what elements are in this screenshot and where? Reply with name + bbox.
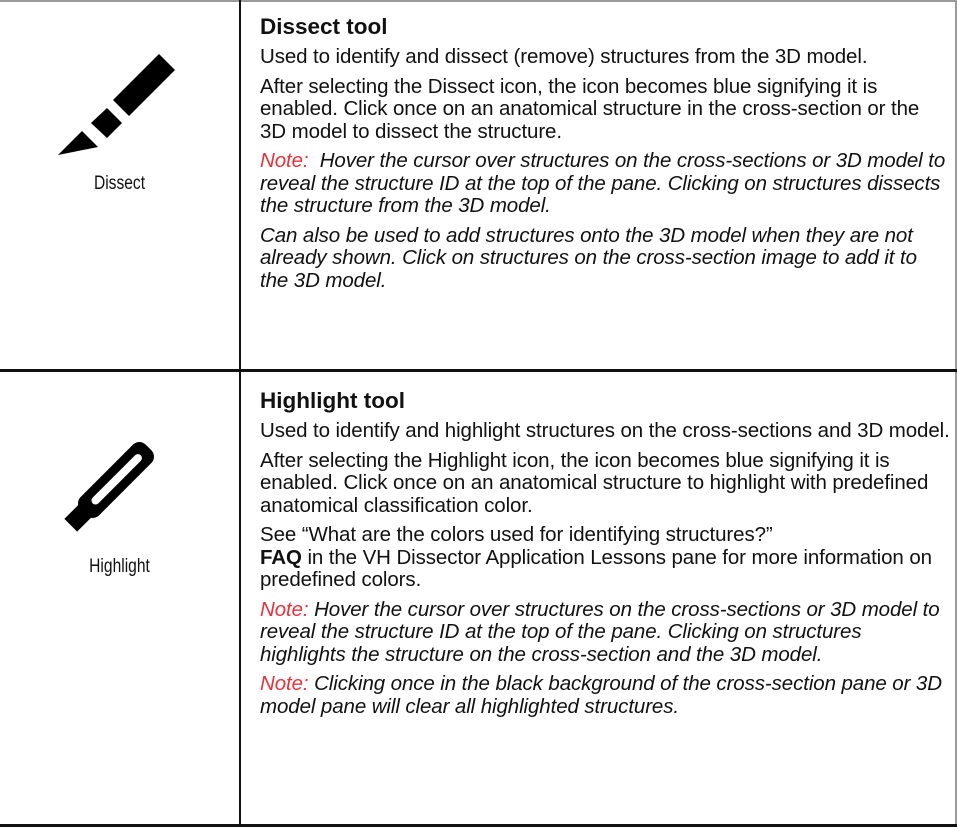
dissect-add-structures: Can also be used to add structures onto the 3D model when they are not already shown. Click on structures on the cross-section image to add it to the 3D model. (260, 223, 917, 292)
note-label: Note: (260, 672, 309, 695)
dissect-para-2: After selecting the Dissect icon, the icon becomes blue signifying it is enabled. Click once on an anatomical structure in the cross-section or the 3D model to dissect the structure. (260, 74, 920, 143)
column-divider (239, 0, 241, 827)
note-text: Hover the cursor over structures on the cross-sections or 3D model to reveal the structure ID at the top of the pane. Clicking on structures highlights the structure on the cross-section and the 3D model. (260, 597, 940, 666)
dissect-para-1: Used to identify and dissect (remove) structures from the 3D model. (260, 45, 868, 68)
note-label: Note: (260, 597, 309, 621)
faq-link: FAQ (260, 545, 302, 569)
highlight-faq-reference (260, 524, 950, 592)
highlight-title: Highlight tool (260, 388, 405, 413)
dissect-icon-cell (0, 0, 239, 369)
dissect-title: Dissect tool (260, 14, 388, 39)
highlight-para-1: Used to identify and highlight structures on the cross-sections and 3D model. (260, 419, 950, 442)
scalpel-icon (0, 0, 239, 200)
note-text: Clicking once in the black background of the cross-section pane or 3D model pane will clear all highlighted structures. (260, 672, 942, 718)
highlight-note-1 (260, 599, 950, 667)
note-label: Note: (260, 149, 309, 172)
highlighter-icon (0, 372, 239, 572)
faq-rest: in the VH Dissector Application Lessons pane for more information on predefined colors. (260, 545, 932, 591)
see-text: See “What are the colors used for identifying structures?” (260, 523, 773, 546)
highlight-para-2: After selecting the Highlight icon, the icon becomes blue signifying it is enabled. Click once on an anatomical structure to highlight with predefined anatomical classification color. (260, 448, 929, 517)
highlight-description (260, 388, 950, 725)
dissect-description (260, 14, 950, 299)
note-text: Hover the cursor over structures on the cross-sections or 3D model to reveal the structure ID at the top of the pane. Clicking on structures dissects the structure from the 3D model. (260, 149, 951, 217)
highlight-note-2 (260, 673, 950, 718)
dissect-label: Dissect (93, 173, 146, 194)
dissect-note (260, 150, 950, 218)
highlight-icon-cell (0, 372, 239, 824)
highlight-label: Highlight (89, 556, 150, 577)
